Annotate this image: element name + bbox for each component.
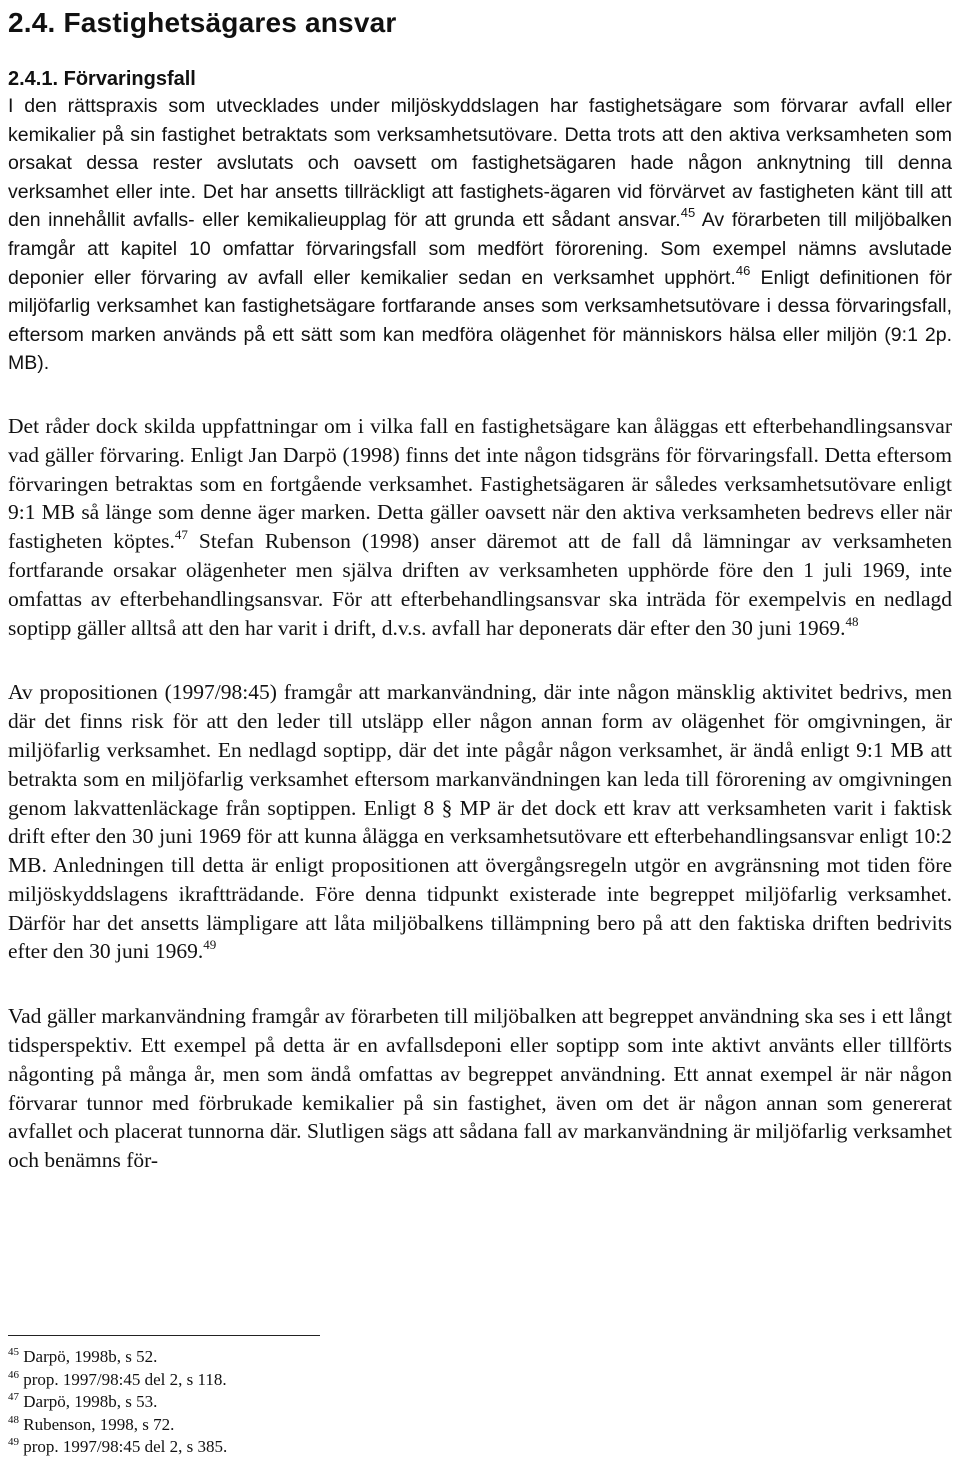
footnote-45 [8,1346,227,1369]
footnote-ref-49: 49 [203,937,217,953]
footnote-number: 45 [8,1346,19,1358]
paragraph-4 [8,1002,952,1175]
paragraph-3 [8,678,952,966]
footnote-text: prop. 1997/98:45 del 2, s 118. [23,1369,227,1389]
footnote-text: Rubenson, 1998, s 72. [23,1414,175,1434]
paragraph-text: Av förarbeten till miljöbalken framgår att kapitel 10 omfattar förvaringsfall som medfört förorening. Som exempel nämns avslutade deponier eller förvaring av avfall eller kemikalier sedan en verksamhet upphört. [8,209,952,289]
document-page [8,0,952,1175]
footnote-divider [8,1335,320,1336]
subsection-title: 2.4.1. Förvaringsfall [8,68,196,90]
paragraph-2 [8,412,952,642]
paragraph-text: Stefan Rubenson (1998) anser däremot att de fall då lämningar av verksamheten fortfarande orsakar olägenheter men själva driften av verksamheten upphörde före den 1 juli 1969, inte omfattas av efterbehandlingsansvar. För att efterbehandlingsansvar ska inträda för exempelvis en nedlagd soptipp gäller alltså att den har varit i drift, d.v.s. avfall har deponerats där efter den 30 juni 1969. [8,529,952,640]
footnote-48 [8,1414,227,1437]
paragraph-text: Det råder dock skilda uppfattningar om i vilka fall en fastighetsägare kan åläggas ett efterbehandlingsansvar vad gäller förvaring. Enligt Jan Darpö (1998) finns det inte någon tidsgräns för förvaringsfall. Detta eftersom förvaringen betraktas som en fortgående verksamhet. Fastighetsägaren är således verksamhetsutövare enligt 9:1 MB så länge som denne äger marken. Detta gäller oavsett när den aktiva verksamheten bedrevs eller när fastigheten köptes. [8,413,952,554]
footnote-ref-45: 45 [680,205,696,221]
footnote-text: Darpö, 1998b, s 53. [23,1392,158,1411]
footnote-number: 49 [8,1436,19,1448]
footnote-number: 48 [8,1413,19,1426]
paragraph-text: Enligt definitionen för miljöfarlig verksamhet kan fastighetsägare fortfarande anses som verksamhetsutövare i dessa förvaringsfall, eftersom marken används på ett sätt som kan medföra olägenhet för människors hälsa eller miljön (9:1 2p. MB). [8,266,952,375]
footnotes [8,1346,227,1459]
paragraph-text: Vad gäller markanvändning framgår av förarbeten till miljöbalken att begreppet användning ska ses i ett långt tidsperspektiv. Ett exempel på detta är en avfallsdeponi eller soptipp som inte aktivt använts eller tillförts någonting på många år, men som ändå omfattas av begreppet användning. Ett annat exempel är när någon förvarar tunnor med förbrukade kemikalier på sin fastighet, även om det är någon annan som genererat avfallet och placerat tunnorna där. Slutligen sägs att sådana fall av markanvändning är miljöfarlig verksamhet och benämns för- [8,1004,952,1173]
footnote-ref-48: 48 [845,613,859,629]
footnote-49 [8,1436,227,1459]
footnote-ref-46: 46 [735,262,751,278]
paragraph-text: I den rättspraxis som utvecklades under miljöskyddslagen har fastighetsägare som förvarar avfall eller kemikalier på sin fastighet betraktats som verksamhetsutövare. Detta trots att den aktiva verksamheten som orsakat dessa rester avslutats och oavsett om fastighetsägaren hade någon anknytning till denna verksamhet eller inte. Det har ansetts tillräckligt att fastighets-ägaren vid förvärvet av fastigheten känt till att den innehållit avfalls- eller kemikalieupplag för att grunda ett sådant ansvar. [8,95,952,232]
section-title: 2.4. Fastighetsägares ansvar [8,7,397,38]
footnote-47 [8,1391,227,1414]
footnote-text: Darpö, 1998b, s 52. [23,1347,158,1366]
paragraph-text: Av propositionen (1997/98:45) framgår att markanvändning, där inte någon mänsklig aktivitet bedrivs, men där det finns risk för att den leder till utsläpp eller någon annan form av olägenhet för omgivningen, är miljöfarlig verksamhet. En nedlagd soptipp, där det inte pågår någon verksamhet, är ändå enligt 9:1 MB att betrakta som en miljöfarlig verksamhet eftersom markanvändningen kan leda till förorening av omgivningen genom lakvattenläckage från soptippen. Enligt 8 § MP är det dock ett krav att verksamheten varit i faktisk drift efter den 30 juni 1969 för att kunna ålägga en verksamhetsutövare ett efterbehandlingsansvar enligt 10:2 MB. Anledningen till detta är enligt propositionen att övergångsregeln utgör en avgränsning mot tiden före miljöskyddslagens ikraftträdande. Före denna tidpunkt existerade inte begreppet miljöfarlig verksamhet. Därför har det ansetts lämpligare att låta miljöbalkens tillämpning bero på att den faktiska driften bedrivits efter den 30 juni 1969. [8,680,952,964]
footnote-ref-47: 47 [174,527,188,543]
paragraph-1 [8,92,952,378]
footnote-46 [8,1369,227,1392]
footnote-number: 46 [8,1368,19,1381]
footnote-number: 47 [8,1391,19,1403]
footnote-text: prop. 1997/98:45 del 2, s 385. [23,1437,228,1456]
